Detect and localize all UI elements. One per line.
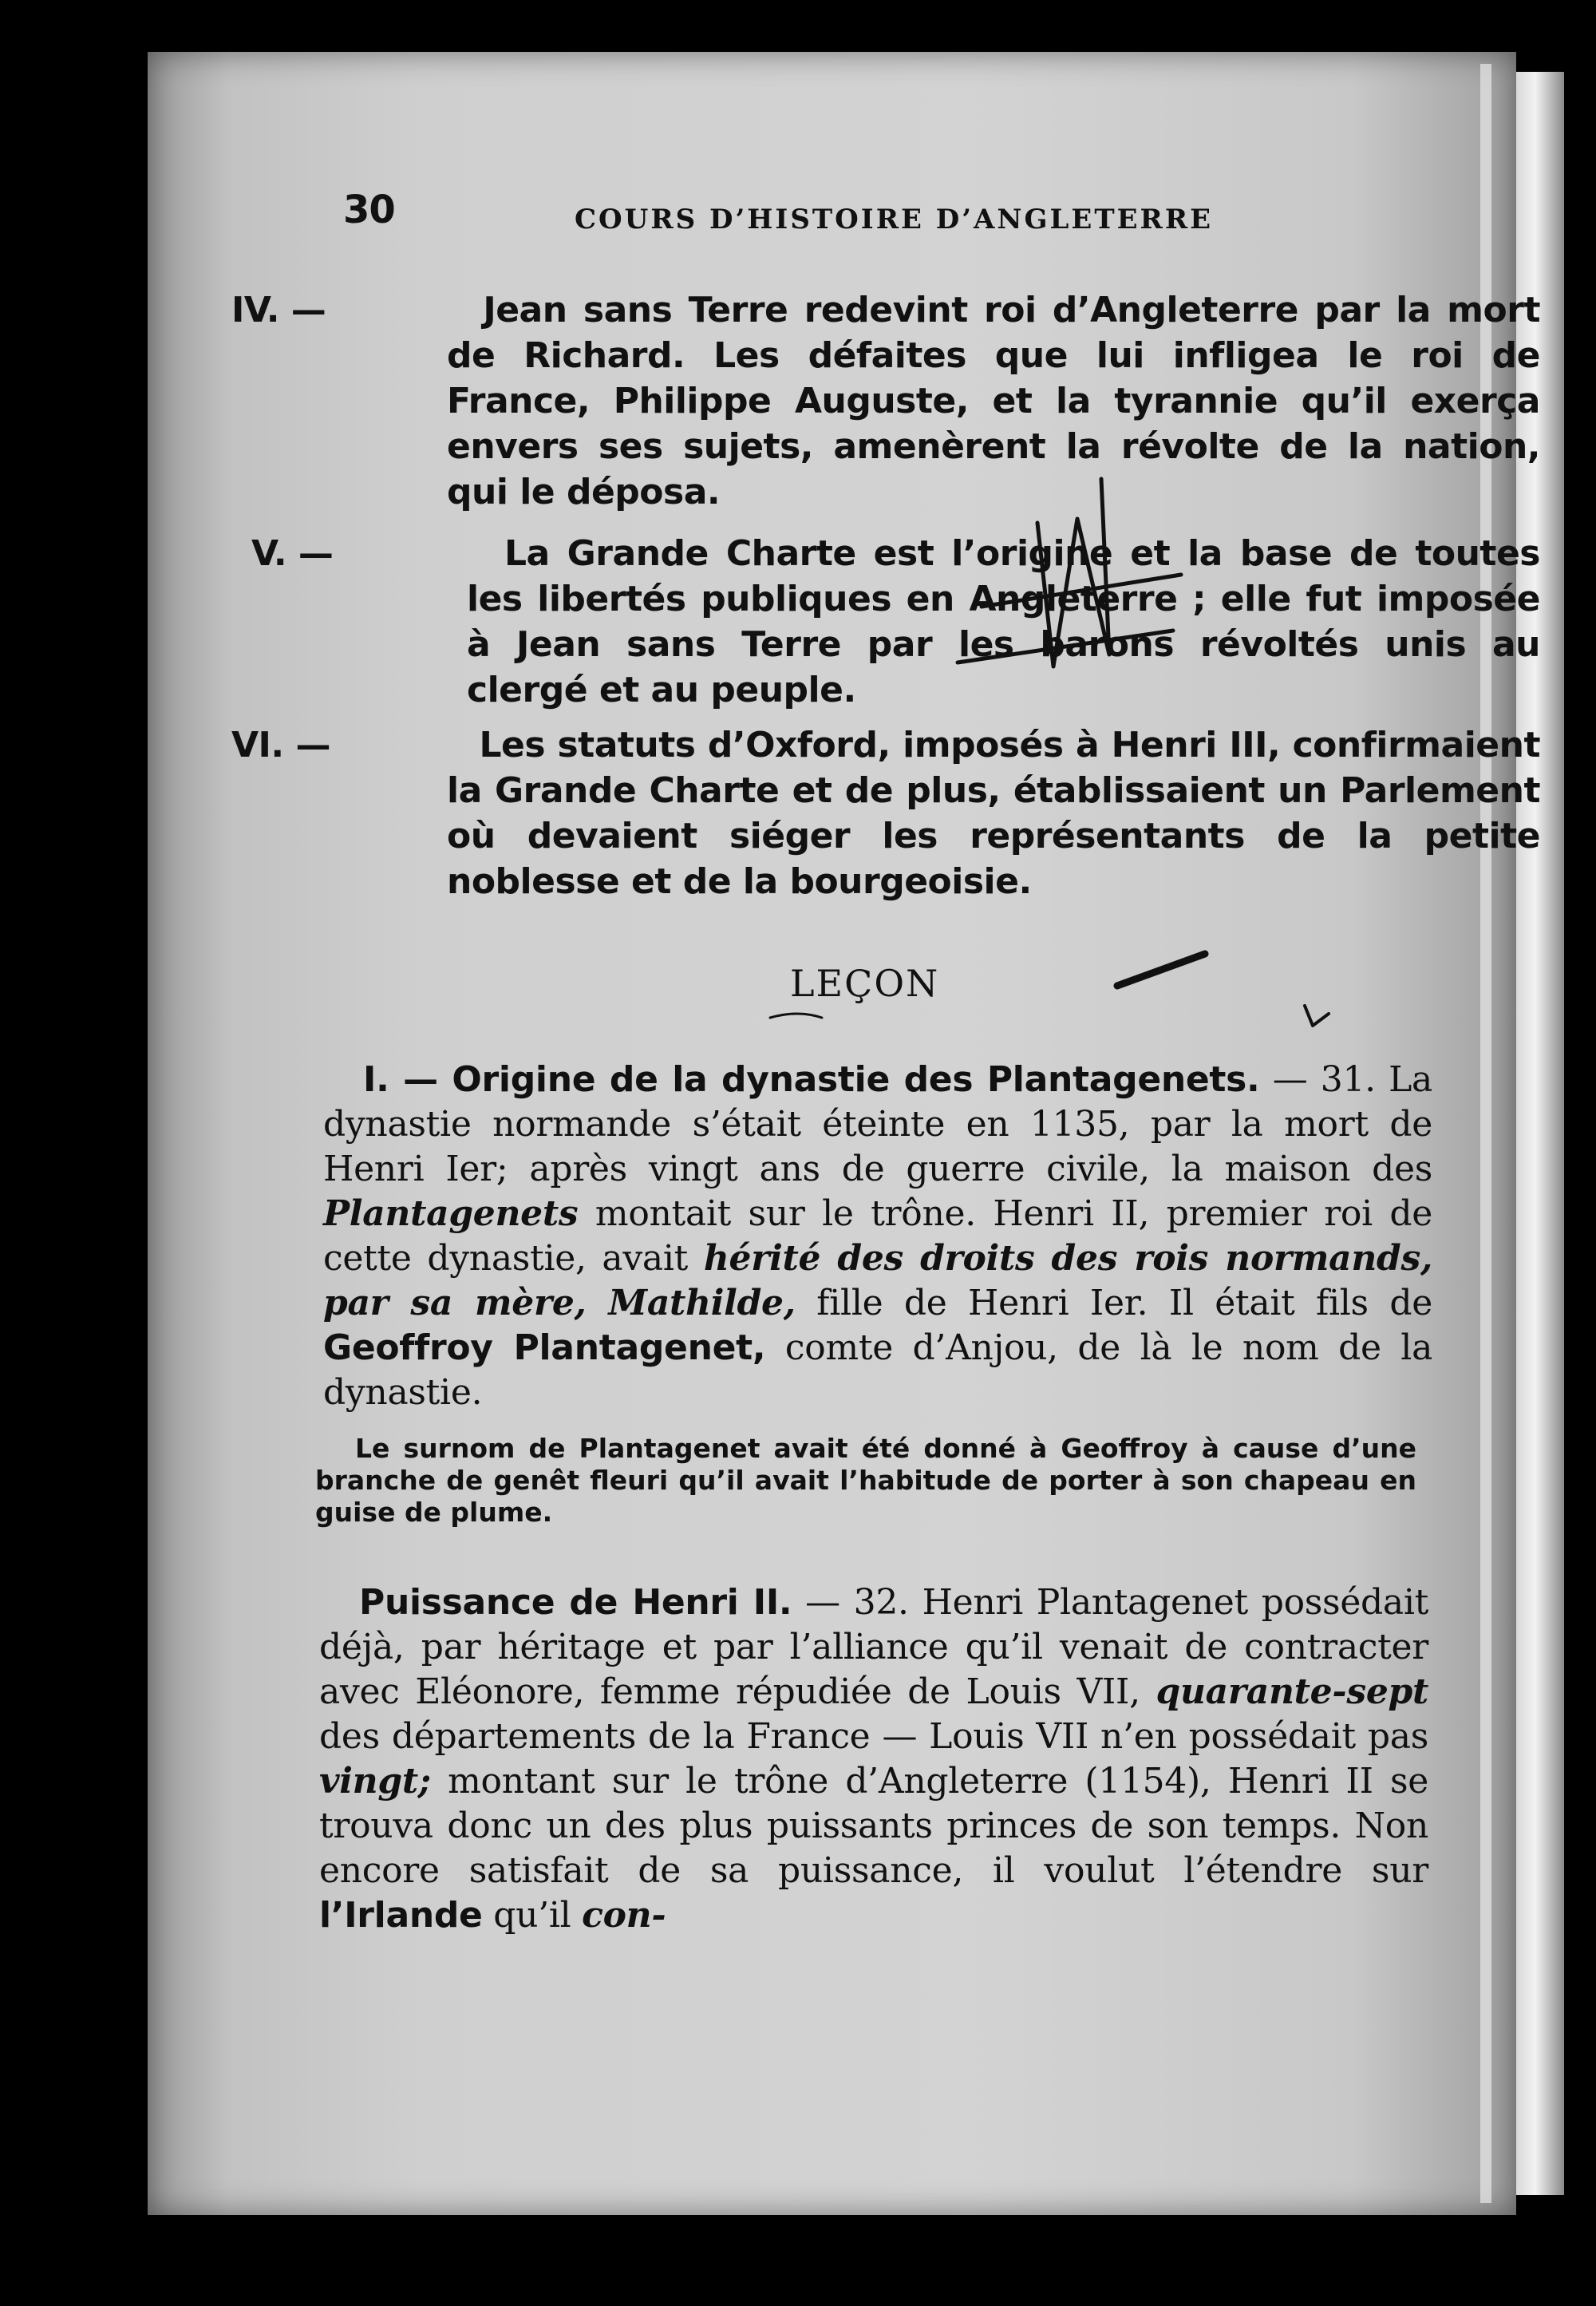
summary-item-text: Jean sans Terre redevint roi d’Angleterre par la mort de Richard. Les défaites que lui infligea le roi de France, Philippe Auguste, et la tyrannie qu’il exerça envers ses sujets, amenèrent la révolte de la nation, qui le déposa. xyxy=(447,290,1540,512)
paragraph-bold: l’Irlande xyxy=(319,1895,483,1936)
paragraph-italic: hérité des droits des rois normands, par sa mère, Mathilde, xyxy=(323,1238,1433,1323)
running-header xyxy=(343,188,1460,251)
paragraph-text: Henri Plantagenet possédait déjà, par héritage et par l’alliance qu’il venait de contracter avec Eléonore, femme répudiée de Louis VII, xyxy=(319,1582,1429,1712)
paragraph-text: fille de Henri Ier. Il était fils de xyxy=(816,1283,1432,1323)
page-number: 30 xyxy=(343,188,395,232)
paragraph-text: montant sur le trône d’Angleterre (1154), Henri II se trouva donc un des plus puissants princes de son temps. Non encore satisfait de sa puissance, il voulut l’étendre sur xyxy=(319,1761,1428,1891)
summary-item-number: IV. — xyxy=(231,290,326,330)
running-title: COURS D’HISTOIRE D’ANGLETERRE xyxy=(575,204,1213,235)
summary-item-iv xyxy=(231,287,1540,515)
paragraph-italic: vingt; xyxy=(319,1761,431,1802)
paragraph-number: — 31. xyxy=(1272,1059,1376,1100)
summary-item-text: La Grande Charte est l’origine et la base de toutes les libertés publiques en Angleterre ; elle fut imposée à Jean sans Terre par les barons révoltés unis au clergé et au peuple. xyxy=(467,533,1540,710)
paragraph-text: comte d’Anjou, de là le nom de la dynastie. xyxy=(323,1327,1433,1413)
paragraph-number: — 32. xyxy=(805,1582,909,1623)
note-text: Le surnom de Plantagenet avait été donné à Geoffroy à cause d’une branche de genêt fleuri qu’il avait l’habitude de porter à son chapeau en guise de plume. xyxy=(315,1433,1416,1528)
paragraph-text: qu’il xyxy=(493,1895,571,1936)
lesson-paragraph-power xyxy=(319,1580,1428,1938)
paragraph-text: montait sur le trône. Henri II, premier roi de cette dynastie, avait xyxy=(323,1193,1433,1279)
summary-item-text: Les statuts d’Oxford, imposés à Henri III, confirmaient la Grande Charte et de plus, établissaient un Parlement où devaient siéger les représentants de la petite noblesse et de la bourgeoisie. xyxy=(447,725,1540,902)
paragraph-italic: Plantagenets xyxy=(323,1193,579,1234)
summary-item-number: VI. — xyxy=(231,725,330,765)
paragraph-text: des départements de la France — Louis VII n’en possédait pas xyxy=(319,1716,1428,1757)
summary-item-number: V. — xyxy=(251,533,334,574)
summary-item-v xyxy=(251,531,1540,713)
section-title: Puissance de Henri II. xyxy=(359,1582,792,1623)
lesson-heading: LEÇON xyxy=(790,962,940,1005)
section-title: I. — Origine de la dynastie des Plantagenets. xyxy=(363,1059,1260,1100)
summary-item-vi xyxy=(231,722,1540,904)
lesson-paragraph-origin xyxy=(323,1058,1432,1415)
lesson-note xyxy=(315,1433,1416,1529)
paragraph-bold: Geoffroy Plantagenet, xyxy=(323,1327,766,1368)
paragraph-text: La dynastie normande s’était éteinte en 1135, par la mort de Henri Ier; après vingt ans de guerre civile, la maison des xyxy=(323,1059,1432,1189)
paragraph-italic: quarante-sept xyxy=(1156,1671,1428,1712)
paragraph-italic: con- xyxy=(582,1895,666,1936)
